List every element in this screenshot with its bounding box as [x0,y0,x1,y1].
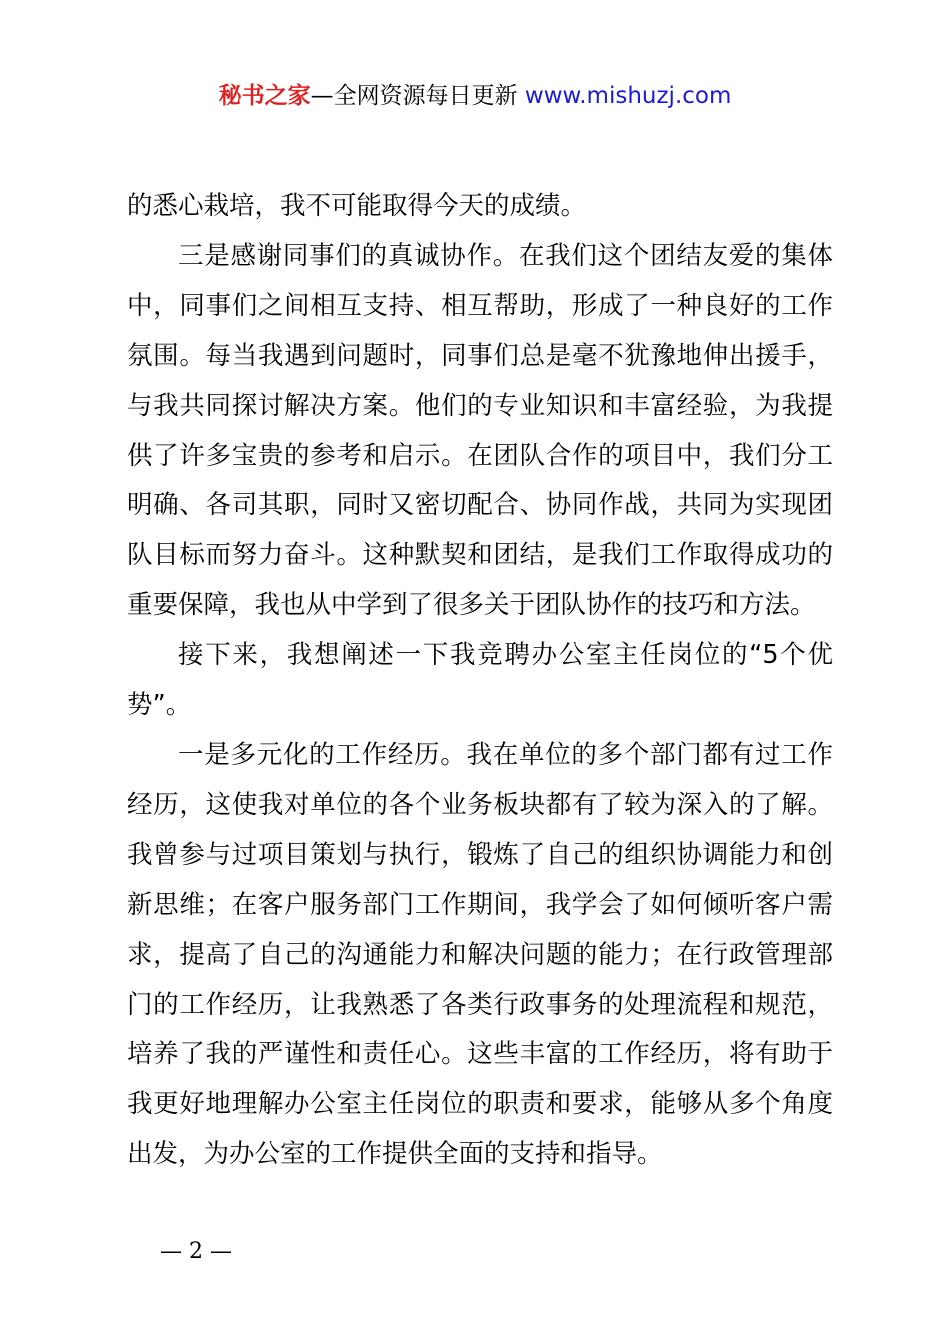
paragraph-continuation: 的悉心栽培，我不可能取得今天的成绩。 [127,191,587,221]
paragraph-colleagues: 三是感谢同事们的真诚协作。在我们这个团结友爱的集体中，同事们之间相互支持、相互帮助，形成了一种良好的工作氛围。每当我遇到问题时，同事们总是毫不犹豫地伸出援手，与我共同探讨解决方案。他们的专业知识和丰富经验，为我提供了许多宝贵的参考和启示。在团队合作的项目中，我们分工明确、各司其职，同时又密切配合、协同作战，共同为实现团队目标而努力奋斗。这种默契和团结，是我们工作取得成功的重要保障，我也从中学到了很多关于团队协作的技巧和方法。 [127,240,833,621]
paragraph-advantages-intro: 接下来，我想阐述一下我竞聘办公室主任岗位的“5个优势”。 [127,640,833,721]
paragraph-work-experience: 一是多元化的工作经历。我在单位的多个部门都有过工作经历，这使我对单位的各个业务板块都有了较为深入的了解。我曾参与过项目策划与执行，锻炼了自己的组织协调能力和创新思维；在客户服务部门工作期间，我学会了如何倾听客户需求，提高了自己的沟通能力和解决问题的能力；在行政管理部门的工作经历，让我熟悉了各类行政事务的处理流程和规范，培养了我的严谨性和责任心。这些丰富的工作经历，将有助于我更好地理解办公室主任岗位的职责和要求，能够从多个角度出发，为办公室的工作提供全面的支持和指导。 [127,739,833,1170]
brand-name: 秘书之家 [218,83,311,109]
page-number: — 2 — [160,1239,232,1264]
site-url-link[interactable]: www.mishuzj.com [524,83,732,109]
header-tagline: —全网资源每日更新 [310,83,525,109]
document-body [127,182,833,1180]
site-header [0,78,950,114]
